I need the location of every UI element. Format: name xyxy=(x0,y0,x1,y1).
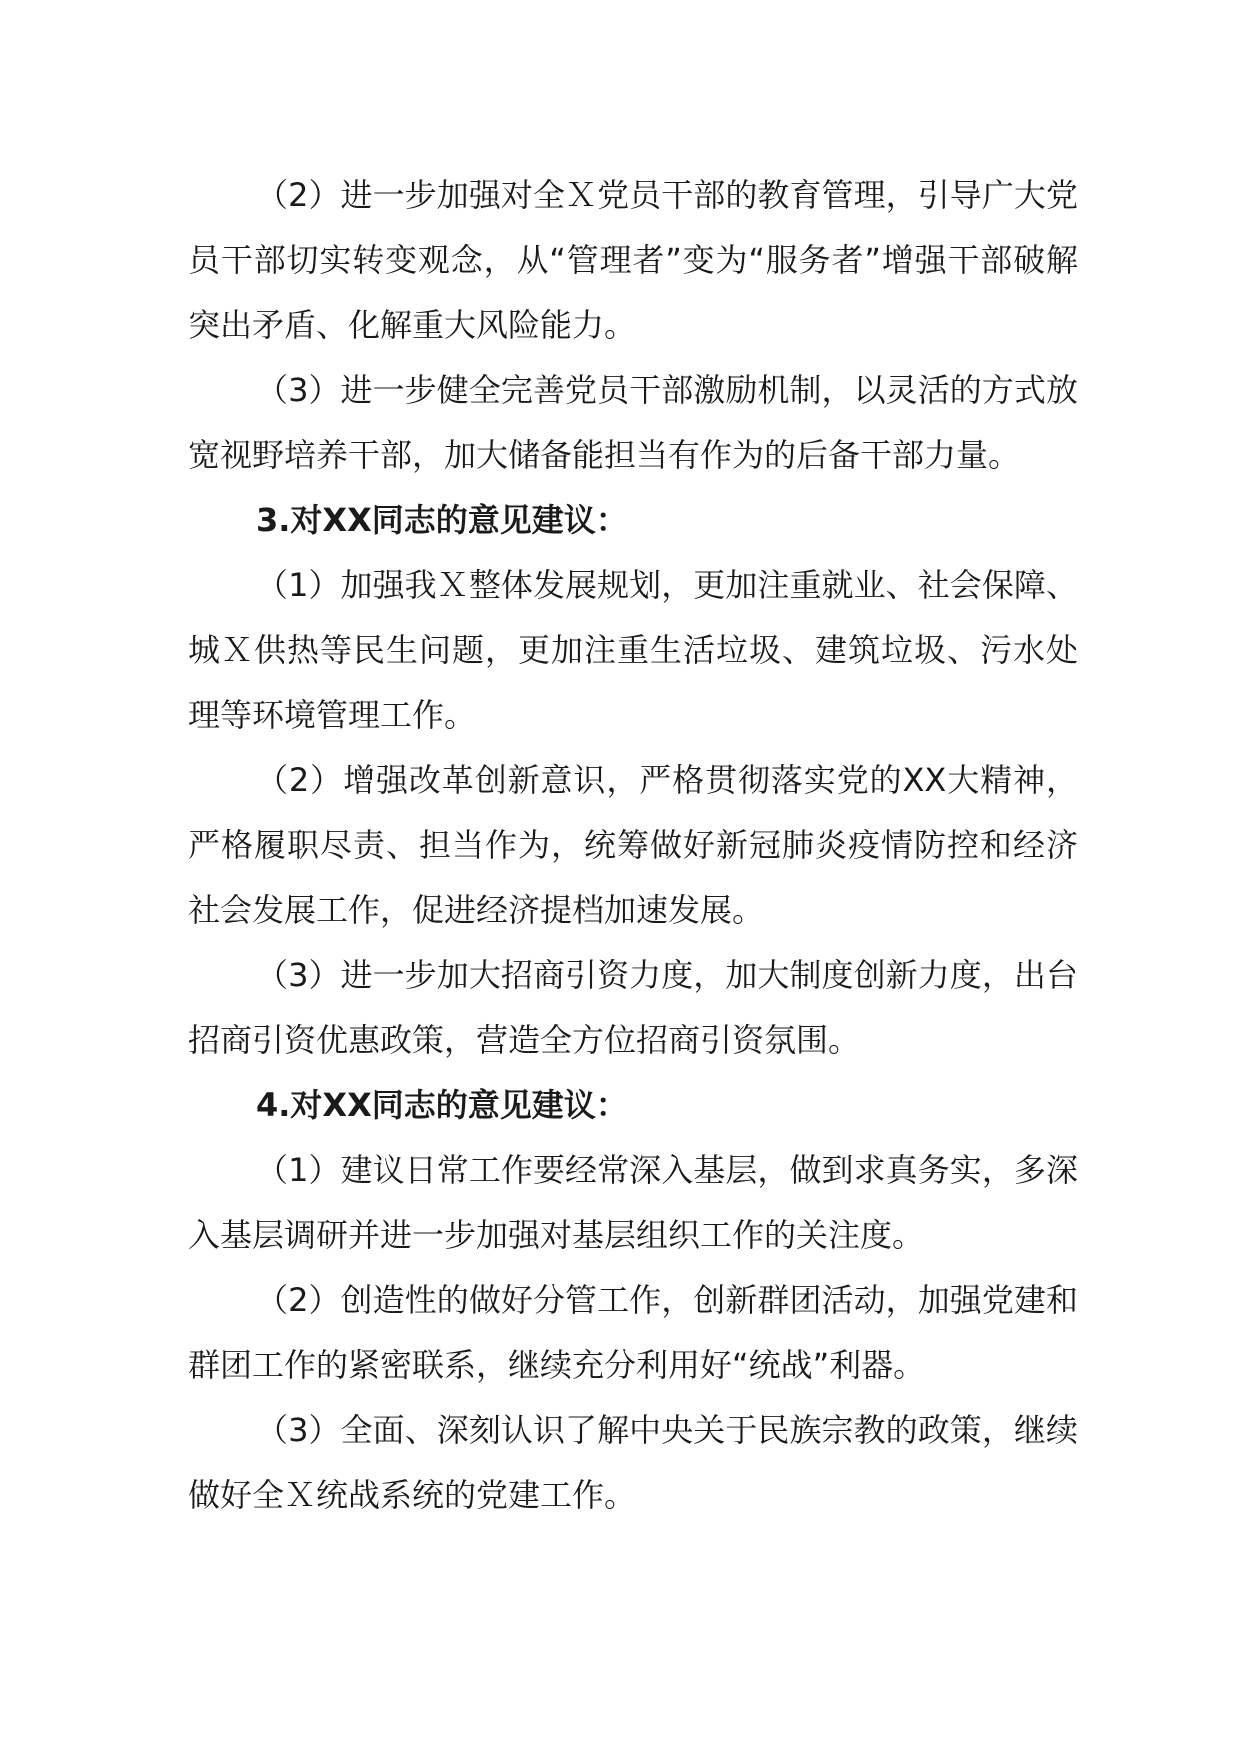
paragraph-2-2: （2）进一步加强对全Ｘ党员干部的教育管理，引导广大党员干部切实转变观念，从“管理者”变为“服务者”增强干部破解突出矛盾、化解重大风险能力。 xyxy=(188,176,1078,344)
paragraph-2-3: （3）进一步健全完善党员干部激励机制，以灵活的方式放宽视野培养干部，加大储备能担当有作为的后备干部力量。 xyxy=(188,371,1078,474)
section-heading-3: 3.对XX同志的意见建议： xyxy=(256,501,628,539)
paragraph-4-2: （2）创造性的做好分管工作，创新群团活动，加强党建和群团工作的紧密联系，继续充分利用好“统战”利器。 xyxy=(188,1281,1078,1384)
document-body xyxy=(188,163,1078,1528)
section-heading-4: 4.对XX同志的意见建议： xyxy=(256,1086,628,1124)
paragraph-3-1: （1）加强我Ｘ整体发展规划，更加注重就业、社会保障、城Ｘ供热等民生问题，更加注重生活垃圾、建筑垃圾、污水处理等环境管理工作。 xyxy=(188,566,1078,734)
paragraph-4-1: （1）建议日常工作要经常深入基层，做到求真务实，多深入基层调研并进一步加强对基层组织工作的关注度。 xyxy=(188,1151,1078,1254)
paragraph-3-3: （3）进一步加大招商引资力度，加大制度创新力度，出台招商引资优惠政策，营造全方位招商引资氛围。 xyxy=(188,956,1078,1059)
paragraph-4-3: （3）全面、深刻认识了解中央关于民族宗教的政策，继续做好全Ｘ统战系统的党建工作。 xyxy=(188,1411,1078,1514)
paragraph-3-2: （2）增强改革创新意识，严格贯彻落实党的XX大精神，严格履职尽责、担当作为，统筹做好新冠肺炎疫情防控和经济社会发展工作，促进经济提档加速发展。 xyxy=(188,761,1078,929)
